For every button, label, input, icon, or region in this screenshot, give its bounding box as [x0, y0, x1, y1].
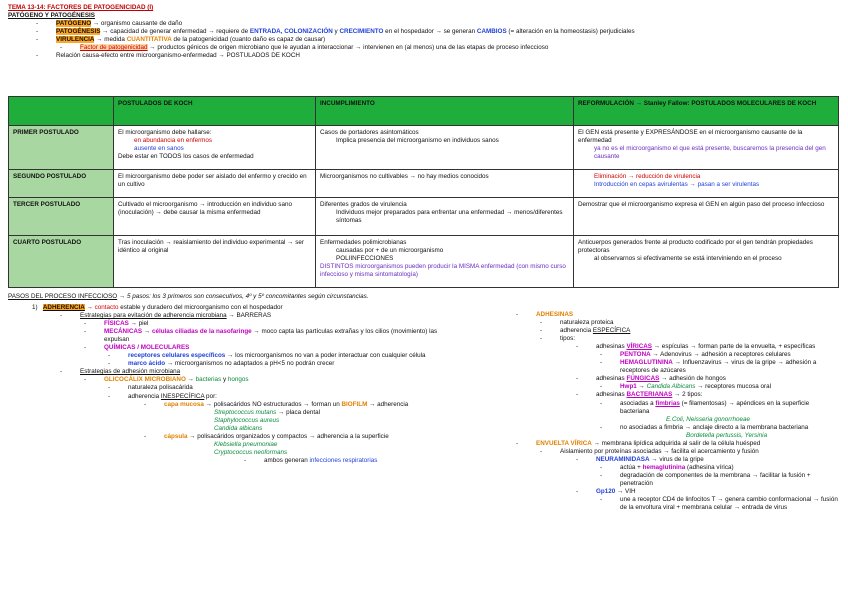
- list-item: actúa + hemaglutinina (adhesina vírica): [620, 463, 734, 471]
- list-item: Candida albicans: [214, 424, 263, 432]
- list-item: FÍSICAS → piel: [104, 320, 149, 328]
- term-patogeno: PATÓGENO: [56, 20, 92, 28]
- table-cell: Enfermedades polimicrobianas causadas por + de un microorganismo POLIINFECCIONES DISTINTOS microorganismos pueden producir la MISMA enfermedad (con mismo curso infeccioso y misma sintomatología): [316, 236, 574, 288]
- table-cell: El microorganismo debe hallarse: en abundancia en enfermos ausente en sanos Debe estar en TODOS los casos de enfermedad: [114, 126, 316, 170]
- list-item: cápsula → polisacáridos organizados y compactos → adherencia a la superficie: [164, 432, 389, 440]
- list-item: Aislamiento por proteínas asociadas → facilita el acercamiento y fusión: [560, 447, 759, 455]
- bullet-patogeno: PATÓGENO → organismo causante de daño: [56, 20, 183, 28]
- bullet-virulencia: VIRULENCIA → medida CUANTITATIVA de la patogenicidad (cuanto daño es capaz de causar): [56, 36, 326, 44]
- row-label: TERCER POSTULADO: [9, 198, 114, 236]
- list-item: receptores celulares específicos → los microorganismos no van a poder interactuar con cualquier célula: [128, 352, 426, 360]
- list-item: capa mucosa → polisacáridos NO estructurados → forman un BIOFILM → adherencia: [164, 400, 409, 408]
- left-column: [8, 304, 438, 465]
- section-heading: PATÓGENO Y PATOGÉNESIS: [8, 12, 96, 20]
- table-cell: Microorganismos no cultivables → no hay medios conocidos: [316, 170, 574, 198]
- table-cell: Anticuerpos generados frente al producto codificado por el gen tendrán propiedades protectoras al observarnos si efectivamente se está interviniendo en el proceso: [574, 236, 839, 288]
- term-patogenesis: PATOGÉNESIS: [56, 28, 101, 36]
- table-header-empty: [9, 97, 114, 126]
- list-item: ambos generan infecciones respiratorias: [264, 456, 378, 464]
- table-row: [9, 170, 839, 198]
- table-cell: Diferentes grados de virulencia Individuos mejor preparados para enfrentar una enfermedad → menos/diferentes síntomas: [316, 198, 574, 236]
- row-label: SEGUNDO POSTULADO: [9, 170, 114, 198]
- list-item: Estrategias para evitación de adherencia microbiana → BARRERAS: [80, 312, 272, 320]
- term-virulencia: VIRULENCIA: [56, 36, 95, 44]
- table-row: [9, 236, 839, 288]
- list-item: Gp120 → VIH: [596, 488, 636, 496]
- table-row: [9, 126, 839, 170]
- list-item: E.Coli, Neisseria gonorrhoeae: [666, 415, 751, 423]
- list-item: no asociadas a fimbria → anclaje directo a la membrana bacteriana: [620, 423, 809, 431]
- list-item: tipos:: [560, 335, 576, 343]
- list-item: Hwp1 → Candida Albicans → receptores mucosa oral: [620, 383, 771, 391]
- list-item: ADHESINAS: [536, 311, 574, 318]
- table-cell: Demostrar que el microorganismo expresa el GEN en algún paso del proceso infeccioso: [574, 198, 839, 236]
- list-item: une a receptor CD4 de linfocitos T → genera cambio conformacional → fusión de la envoltura viral + membrana celular → entrada de virus: [620, 496, 838, 512]
- list-item: adhesinas FÚNGICAS → adhesión de hongos: [596, 375, 726, 383]
- step-adherencia: 1) ADHERENCIA → contacto estable y duradero del microorganismo con el hospedador: [32, 304, 283, 311]
- list-item: Cryptococcus neoformans: [214, 448, 288, 456]
- list-item: adherencia ESPECÍFICA: [560, 327, 631, 335]
- list-item: naturaleza polisacárida: [128, 384, 193, 392]
- list-item: QUÍMICAS / MOLECULARES: [104, 344, 190, 352]
- list-item: marco ácido → microorganismos no adaptados a pH<5 no podrán crecer: [128, 360, 335, 368]
- list-item: Streptococcus mutans → placa dental: [214, 408, 321, 416]
- document-title: TEMA 13-14: FACTORES DE PATOGENICIDAD (I): [8, 4, 154, 11]
- document-header: [8, 4, 838, 60]
- list-item: naturaleza proteica: [560, 319, 614, 327]
- list-item: Estrategias de adhesión microbiana: [80, 368, 181, 376]
- list-item: Klebsiella pneumoniae: [214, 440, 278, 448]
- table-cell: El GEN está presente y EXPRESÁNDOSE en el microorganismo causante de la enfermedad ya no es el microorganismo el que está presente, buscaremos la presencia del gen causante: [574, 126, 839, 170]
- table-header-reformulacion: REFORMULACIÓN → Stanley Fallow: POSTULADOS MOLECULARES DE KOCH: [574, 97, 839, 126]
- list-item: NEURAMINIDASA → virus de la gripe: [596, 455, 704, 463]
- list-item: adhesinas BACTERIANAS → 2 tipos:: [596, 391, 703, 399]
- list-item: Staphylococcus aureus: [214, 416, 280, 424]
- bullet-relacion-koch: Relación causa-efecto entre microorganismo-enfermedad → POSTULADOS DE KOCH: [56, 52, 300, 60]
- table-row: [9, 198, 839, 236]
- list-item: HEMAGLUTININA → Influenzavirus → virus de la gripe → adhesión a receptores de azúcares: [620, 359, 817, 375]
- process-heading: PASOS DEL PROCESO INFECCIOSO → 5 pasos: los 3 primeros son consecutivos, 4º y 5º concomitantes según circunstancias.: [8, 293, 369, 300]
- table-header-row: [9, 97, 839, 126]
- table-cell: Eliminación → reducción de virulencia Introducción en cepas avirulentas → pasan a ser virulentas: [574, 170, 839, 198]
- table-cell: Casos de portadores asintomáticos Implica presencia del microorganismo en individuos sanos: [316, 126, 574, 170]
- right-column: [440, 311, 840, 512]
- table-header-incumplimiento: INCUMPLIMIENTO: [316, 97, 574, 126]
- row-label: PRIMER POSTULADO: [9, 126, 114, 170]
- list-item: adherencia INESPECÍFICA por:: [128, 392, 217, 400]
- row-label: CUARTO POSTULADO: [9, 236, 114, 288]
- list-item: asociadas a fimbrias (= filamentosas) → apéndices en la superficie bacteriana: [620, 399, 810, 415]
- bullet-factor-patogenicidad: Factor de patogenicidad → productos génicos de origen microbiano que le ayudan a interaccionar → intervienen en (al menos) una de las etapas de proceso infeccioso: [80, 44, 549, 52]
- list-item: degradación de componentes de la membrana → facilitar la fusión + penetración: [620, 471, 811, 487]
- list-item: ENVUELTA VÍRICA → membrana lipídica adquirida al salir de la célula huésped: [536, 439, 761, 447]
- table-cell: Tras inoculación → reaislamiento del individuo experimental → ser idéntico al original: [114, 236, 316, 288]
- list-item: GLICOCÁLIX MICROBIANO → bacterias y hongos: [104, 376, 249, 384]
- list-item: PENTONA → Adenovirus → adhesión a receptores celulares: [620, 351, 791, 359]
- koch-postulates-table: [8, 96, 839, 288]
- list-item: Bordetella pertussis, Yersinia: [686, 431, 768, 439]
- table-cell: El microorganismo debe poder ser aislado del enfermo y crecido en un cultivo: [114, 170, 316, 198]
- table-header-koch: POSTULADOS DE KOCH: [114, 97, 316, 126]
- bullet-patogenesis: PATOGÉNESIS → capacidad de generar enfermedad → requiere de ENTRADA, COLONIZACIÓN y CRECIMIENTO en el hospedador → se generan CAMBIOS (= alteración en la homeostasis) perjudiciales: [56, 28, 635, 36]
- table-cell: Cultivado el microorganismo → introducción en individuo sano (inoculación) → debe causar la misma enfermedad: [114, 198, 316, 236]
- list-item: adhesinas VÍRICAS → espículas → forman parte de la envuelta, + específicas: [596, 343, 816, 351]
- list-item: MECÁNICAS → células ciliadas de la nasofaringe → moco capta las partículas extrañas y los cilios (movimiento) las expulsan: [104, 328, 438, 344]
